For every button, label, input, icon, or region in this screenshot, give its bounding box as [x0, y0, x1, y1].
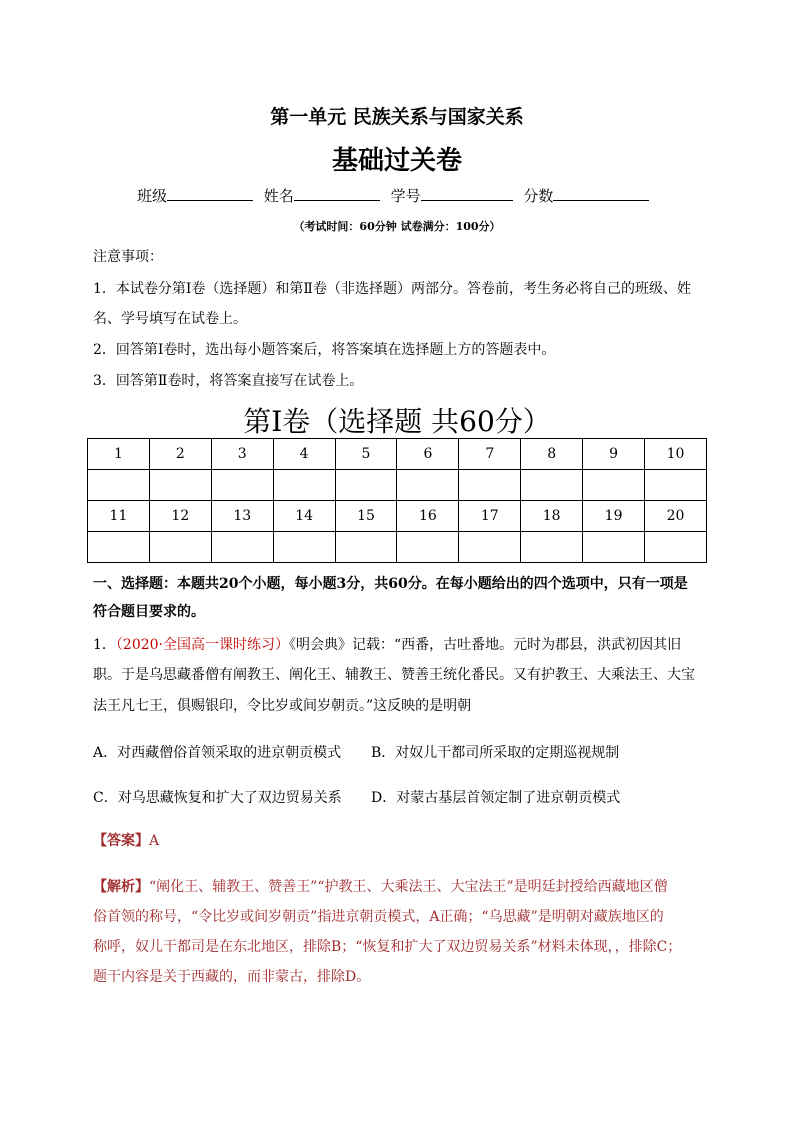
- paper-title: 基础过关卷: [331, 146, 462, 176]
- answer-cell[interactable]: [335, 532, 397, 563]
- analysis-text: 称呼，奴儿干都司是在东北地区，排除B；“恢复和扩大了双边贸易关系”材料未体现，，排除C；: [93, 939, 682, 955]
- table-row: [88, 532, 707, 563]
- question-source: （2020·全国高一课时练习）: [115, 637, 290, 653]
- class-label: 班级: [137, 187, 168, 205]
- score-label: 分数: [523, 187, 554, 205]
- answer-cell[interactable]: [149, 470, 211, 501]
- table-cell: 7: [459, 439, 521, 470]
- analysis-line: [93, 873, 703, 901]
- table-cell: 4: [273, 439, 335, 470]
- answer-value: A: [149, 833, 160, 849]
- analysis-text: “阐化王、辅教王、赞善王”“护教王、大乘法王、大宝法王”是明廷封授给西藏地区僧: [149, 879, 668, 895]
- answer-cell[interactable]: [521, 470, 583, 501]
- answer-cell[interactable]: [645, 470, 707, 501]
- table-row: [88, 439, 707, 470]
- option-a[interactable]: A．对西藏僧俗首领采取的进京朝贡模式: [93, 745, 342, 761]
- answer-cell[interactable]: [397, 532, 459, 563]
- answer-cell[interactable]: [335, 470, 397, 501]
- table-cell: 19: [583, 501, 645, 532]
- note-item: 1．本试卷分第Ⅰ卷（选择题）和第Ⅱ卷（非选择题）两部分。答卷前，考生务必将自己的班级、姓: [93, 281, 691, 297]
- exam-time-info: （考试时间：60分钟 试卷满分：100分）: [293, 220, 501, 233]
- table-cell: 1: [88, 439, 150, 470]
- answer-cell[interactable]: [397, 470, 459, 501]
- table-cell: 3: [211, 439, 273, 470]
- table-cell: 9: [583, 439, 645, 470]
- option-b[interactable]: B．对奴儿干都司所采取的定期巡视规制: [371, 745, 620, 761]
- analysis-label: 【解析】: [93, 879, 149, 895]
- answer-cell[interactable]: [273, 470, 335, 501]
- note-item: 3．回答第Ⅱ卷时，将答案直接写在试卷上。: [93, 373, 364, 389]
- table-cell: 12: [149, 501, 211, 532]
- table-cell: 2: [149, 439, 211, 470]
- answer-cell[interactable]: [273, 532, 335, 563]
- note-item: 2．回答第Ⅰ卷时，选出每小题答案后，将答案填在选择题上方的答题表中。: [93, 342, 556, 358]
- name-blank[interactable]: [294, 185, 380, 201]
- stem-text: 职。于是乌思藏番僧有阐教王、阐化王、辅教王、赞善王统化番民。又有护教王、大乘法王、大宝: [93, 667, 695, 683]
- table-cell: 18: [521, 501, 583, 532]
- answer-cell[interactable]: [149, 532, 211, 563]
- answer-cell[interactable]: [583, 532, 645, 563]
- table-cell: 5: [335, 439, 397, 470]
- answer-line: [93, 827, 703, 855]
- student-info-row: [137, 185, 655, 206]
- table-cell: 10: [645, 439, 707, 470]
- stem-text: 法王凡七王，俱赐银印，令比岁或间岁朝贡。”这反映的是明朝: [93, 698, 472, 714]
- notes-heading: 注意事项：: [93, 249, 163, 265]
- student-id-label: 学号: [390, 187, 421, 205]
- table-cell: 6: [397, 439, 459, 470]
- option-d[interactable]: D．对蒙古基层首领定制了进京朝贡模式: [371, 790, 621, 806]
- analysis-text: 题干内容是关于西藏的，而非蒙古，排除D。: [93, 969, 371, 985]
- option-c[interactable]: C．对乌思藏恢复和扩大了双边贸易关系: [93, 790, 342, 806]
- answer-table: [87, 438, 707, 563]
- answer-label: 【答案】: [93, 833, 149, 849]
- answer-cell[interactable]: [88, 532, 150, 563]
- class-blank[interactable]: [167, 185, 253, 201]
- section-title: 第Ⅰ卷（选择题 共60分）: [243, 405, 551, 438]
- table-cell: 16: [397, 501, 459, 532]
- note-item: 名、学号填写在试卷上。: [93, 311, 247, 327]
- question-number: 1．: [93, 637, 116, 653]
- table-cell: 8: [521, 439, 583, 470]
- answer-cell[interactable]: [88, 470, 150, 501]
- table-row: [88, 501, 707, 532]
- analysis-text: 俗首领的称号，“令比岁或间岁朝贡”指进京朝贡模式，A正确；“乌思藏”是明朝对藏族地区的: [93, 909, 664, 925]
- table-cell: 14: [273, 501, 335, 532]
- table-cell: 17: [459, 501, 521, 532]
- name-label: 姓名: [263, 187, 294, 205]
- question-1-stem: [93, 631, 703, 659]
- answer-cell[interactable]: [211, 470, 273, 501]
- answer-cell[interactable]: [645, 532, 707, 563]
- answer-cell[interactable]: [459, 532, 521, 563]
- answer-cell[interactable]: [583, 470, 645, 501]
- instructions-line: 一、选择题：本题共20个小题，每小题3分，共60分。在每小题给出的四个选项中，只有一项是: [93, 576, 688, 592]
- table-cell: 20: [645, 501, 707, 532]
- instructions-line: 符合题目要求的。: [93, 604, 205, 620]
- table-row: [88, 470, 707, 501]
- stem-text: 《明会典》记载：“西番，古吐番地。元时为郡县，洪武初因其旧: [289, 637, 682, 653]
- answer-cell[interactable]: [459, 470, 521, 501]
- student-id-blank[interactable]: [421, 185, 513, 201]
- answer-cell[interactable]: [211, 532, 273, 563]
- table-cell: 11: [88, 501, 150, 532]
- answer-cell[interactable]: [521, 532, 583, 563]
- table-cell: 13: [211, 501, 273, 532]
- unit-title: 第一单元 民族关系与国家关系: [270, 106, 524, 128]
- score-blank[interactable]: [553, 185, 649, 201]
- table-cell: 15: [335, 501, 397, 532]
